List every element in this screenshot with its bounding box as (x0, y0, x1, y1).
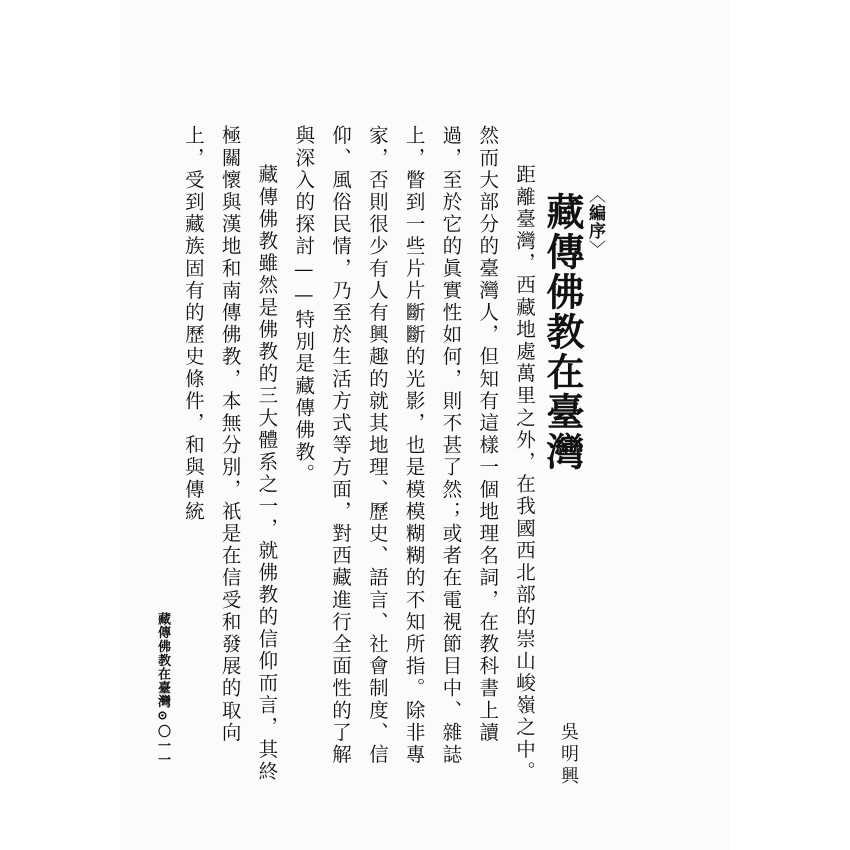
close-bracket: 〉 (585, 240, 605, 258)
page-title: 藏傳佛教在臺灣 (540, 192, 585, 472)
preface-label (585, 186, 605, 258)
paragraph-1: 距離臺灣，西藏地處萬里之外，在我國西北部的崇山峻嶺之中。然而大部分的臺灣人，但知有這樣一個地理名詞，在教科書上讀過，至於它的眞實性如何，則不甚了然；或者在電視節目中、雜誌上，瞥到一些片片斷斷的光影，也是模模糊糊的不知所指。除非專家，否則很少有人有興趣的就其地理、歷史、語言、社會制度、信仰、風俗民情，乃至於生活方式等方面，對西藏進行全面性的了解與深入的探討——特別是藏傳佛教。 (292, 125, 536, 783)
open-bracket: 〈 (585, 186, 605, 204)
page-number: 〇一一 (155, 724, 170, 767)
footer-book-title: 藏傳佛教在臺灣 (155, 612, 170, 709)
author-name: 吳明興 (558, 722, 579, 788)
preface-label-text: 編序 (585, 204, 605, 240)
footer-separator-icon: ⊙ (155, 708, 170, 725)
body-text (181, 125, 542, 785)
running-footer (154, 612, 170, 766)
paragraph-2: 藏傳佛教雖然是佛教的三大體系之一，就佛教的信仰而言，其終極關懷與漢地和南傳佛教，本無分別，祇是在信受和發展的取向上，受到藏族固有的歷史條件，和與傳統 (181, 125, 279, 783)
